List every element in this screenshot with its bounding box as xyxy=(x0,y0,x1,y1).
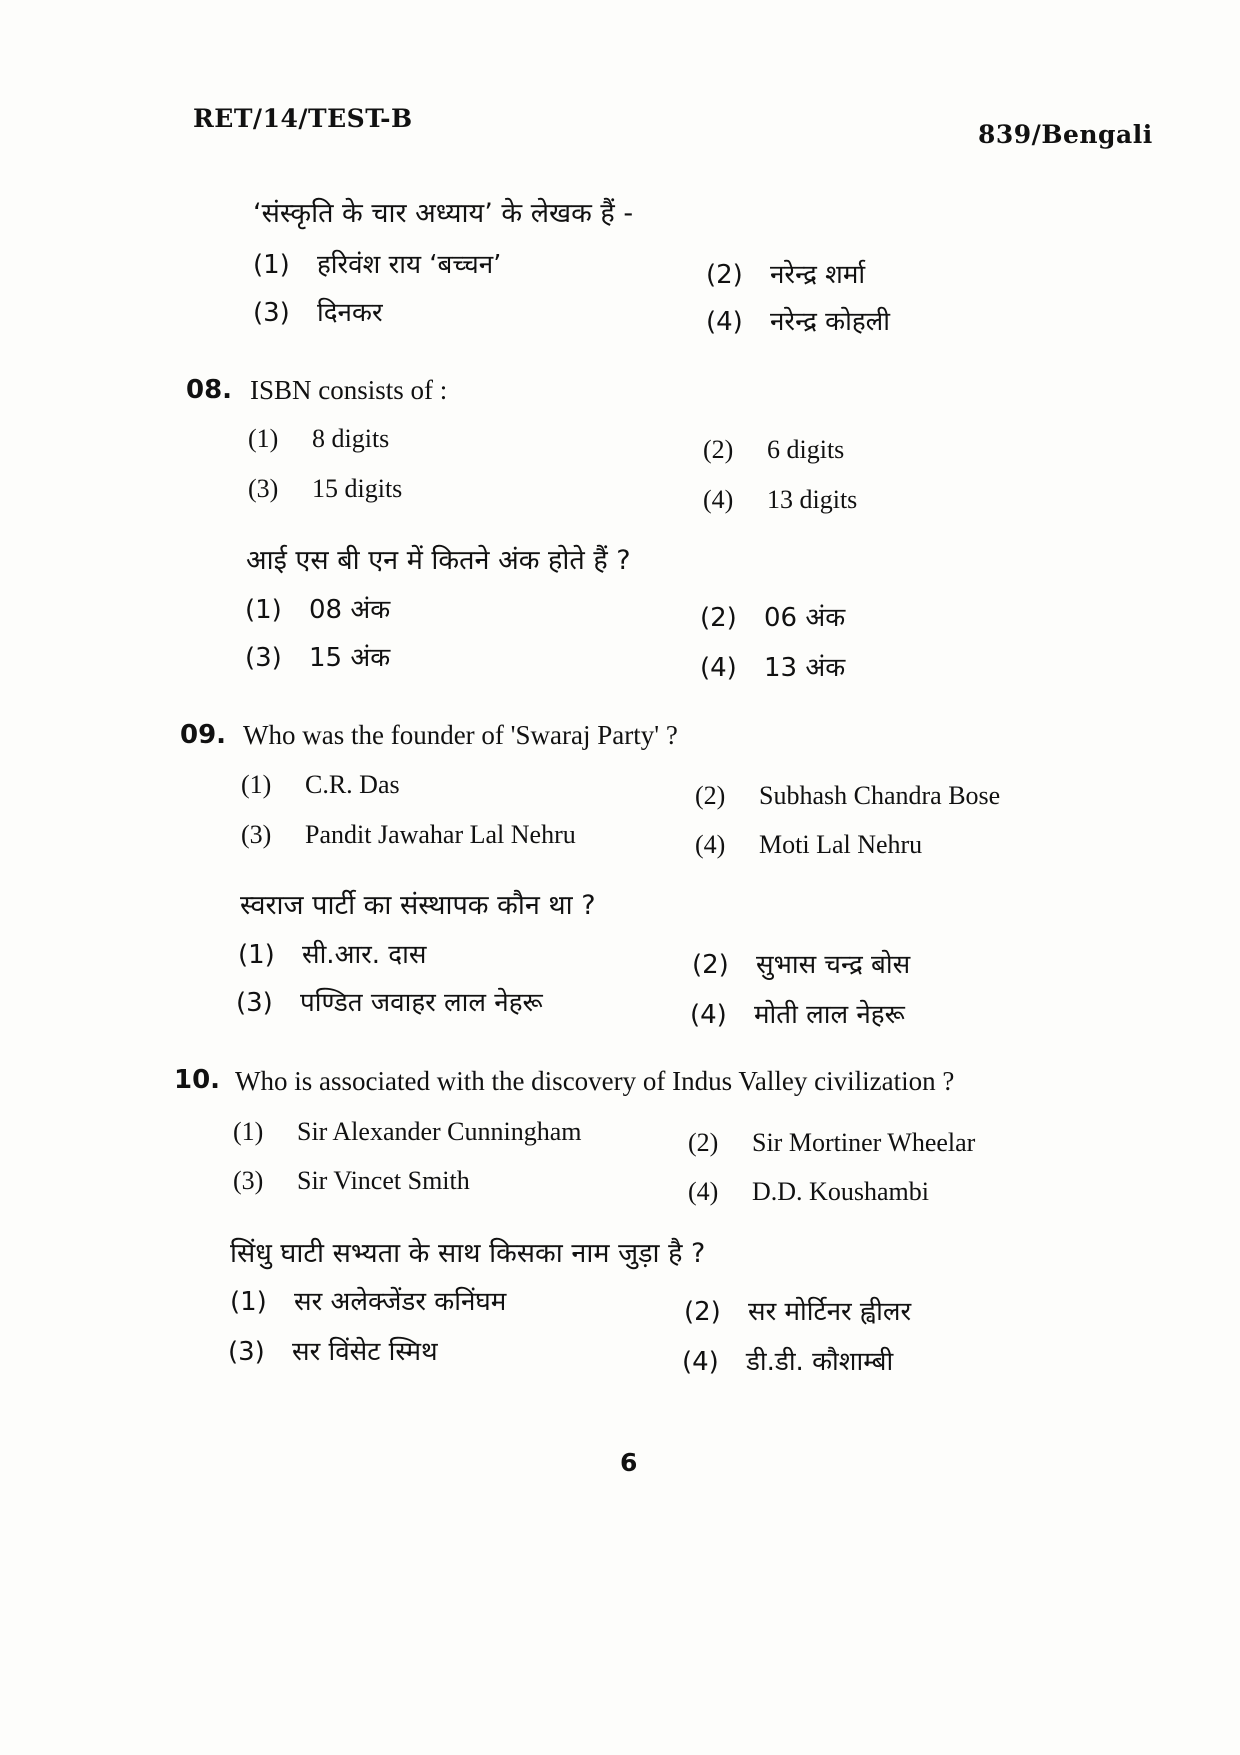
question-8-option-4: (4) 13 digits xyxy=(703,485,858,514)
question-10-hindi-option-3: (3) सर विंसेट स्मिथ xyxy=(228,1337,438,1367)
question-10-option-4: (4) D.D. Koushambi xyxy=(688,1177,929,1206)
question-7-hindi-option-1: (1) हरिवंश राय ‘बच्चन’ xyxy=(253,250,502,280)
page-number: 6 xyxy=(620,1448,638,1477)
question-9-option-4: (4) Moti Lal Nehru xyxy=(695,830,923,859)
question-8-option-3: (3) 15 digits xyxy=(248,474,403,503)
question-7-hindi-text: ‘संस्कृति के चार अध्याय’ के लेखक हैं - xyxy=(253,198,634,229)
question-8-hindi-option-3: (3) 15 अंक xyxy=(245,643,391,673)
question-8-hindi-option-1: (1) 08 अंक xyxy=(245,595,391,625)
question-10-hindi-option-1: (1) सर अलेक्जेंडर कनिंघम xyxy=(230,1287,507,1317)
question-9-option-1: (1) C.R. Das xyxy=(241,770,400,799)
question-10-hindi-text: सिंधु घाटी सभ्यता के साथ किसका नाम जुड़ा है ? xyxy=(230,1238,706,1269)
question-8-hindi-option-2: (2) 06 अंक xyxy=(700,603,846,633)
question-8-hindi-text: आई एस बी एन में कितने अंक होते हैं ? xyxy=(246,545,631,576)
question-8-number: 08. xyxy=(186,375,233,405)
question-7-hindi-option-2: (2) नरेन्द्र शर्मा xyxy=(706,260,866,290)
question-10-option-2: (2) Sir Mortiner Wheelar xyxy=(688,1128,976,1157)
question-9-text: Who was the founder of 'Swaraj Party' ? xyxy=(243,720,678,750)
question-9-hindi-option-2: (2) सुभास चन्द्र बोस xyxy=(692,950,911,980)
question-8-text: ISBN consists of : xyxy=(250,375,448,405)
question-9-hindi-text: स्वराज पार्टी का संस्थापक कौन था ? xyxy=(240,890,596,921)
paper-code: RET/14/TEST-B xyxy=(193,104,413,133)
question-7-hindi-option-4: (4) नरेन्द्र कोहली xyxy=(706,307,891,337)
question-9-hindi-option-1: (1) सी.आर. दास xyxy=(238,940,427,970)
question-9-hindi-option-4: (4) मोती लाल नेहरू xyxy=(690,1000,905,1030)
question-10-hindi-option-2: (2) सर मोर्टिनर ह्वीलर xyxy=(684,1297,912,1327)
question-8-option-2: (2) 6 digits xyxy=(703,435,845,464)
question-7-hindi-option-3: (3) दिनकर xyxy=(253,298,383,328)
question-10-option-1: (1) Sir Alexander Cunningham xyxy=(233,1117,582,1146)
question-8-hindi-option-4: (4) 13 अंक xyxy=(700,653,846,683)
question-8-option-1: (1) 8 digits xyxy=(248,424,390,453)
question-9-option-2: (2) Subhash Chandra Bose xyxy=(695,781,1001,810)
question-10-text: Who is associated with the discovery of Indus Valley civilization ? xyxy=(235,1066,955,1096)
subject-code: 839/Bengali xyxy=(978,120,1153,149)
question-9-hindi-option-3: (3) पण्डित जवाहर लाल नेहरू xyxy=(236,988,543,1018)
question-9-option-3: (3) Pandit Jawahar Lal Nehru xyxy=(241,820,576,849)
question-10-hindi-option-4: (4) डी.डी. कौशाम्बी xyxy=(682,1347,894,1377)
question-9-number: 09. xyxy=(180,720,227,750)
question-10-number: 10. xyxy=(174,1065,221,1095)
question-10-option-3: (3) Sir Vincet Smith xyxy=(233,1166,470,1195)
